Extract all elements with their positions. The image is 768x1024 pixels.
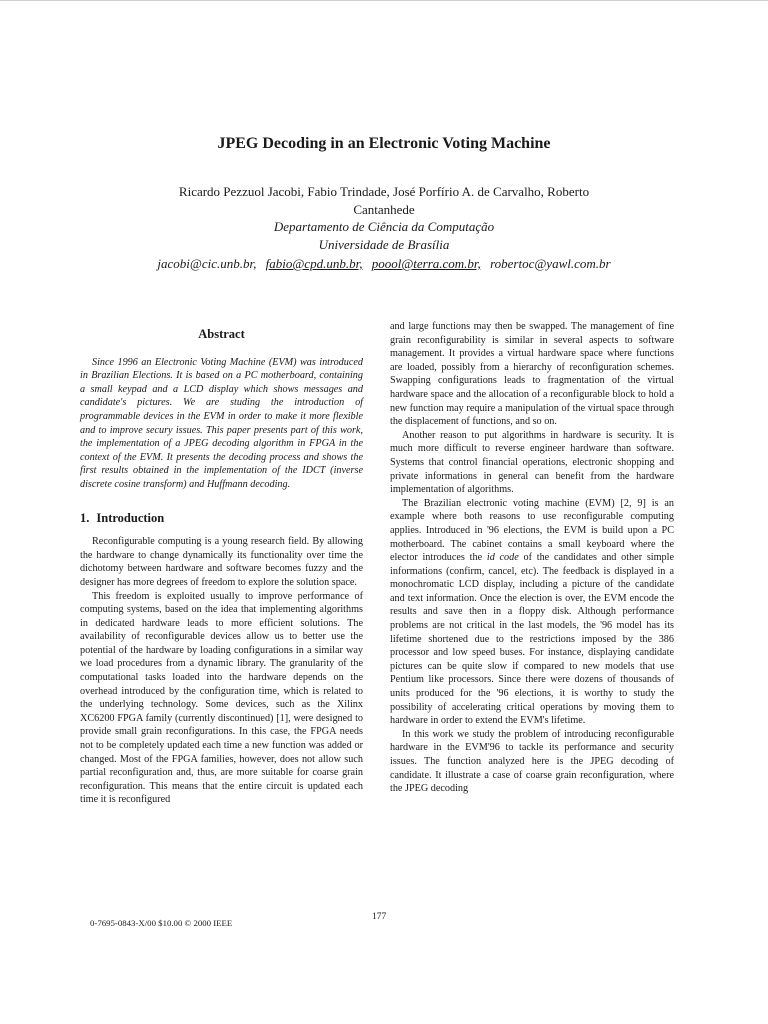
page-number: 177 xyxy=(372,912,387,922)
email-poool[interactable]: poool@terra.com.br, xyxy=(371,256,481,271)
intro-paragraph-1: Reconfigurable computing is a young research field. By allowing the hardware to change dynamically its functionality over time the dichotomy between hardware and software becomes fuzzy and the designer has more degrees of freedom to explore the solution space. xyxy=(80,536,363,588)
authors-line-2: Cantanhede xyxy=(353,201,415,217)
section-title-text: Introduction xyxy=(96,510,165,525)
body-paragraph-security: Another reason to put algorithms in hardware is security. It is much more difficult to reverse engineer hardware than software. Systems that control financial operations, electronic shopping and private informations in general can benefit from the hardware implementation of algorithms. xyxy=(390,429,674,496)
abstract-heading: Abstract xyxy=(198,327,245,341)
body-paragraph-evm xyxy=(390,497,674,728)
evm-text-italic: id code xyxy=(486,552,519,564)
author-emails xyxy=(60,256,708,272)
body-paragraph-this-work: In this work we study the problem of introducing reconfigurable hardware in the EVM'96 to tackle its performance and security issues. The function analyzed here is the JPEG decoding of candidate. It illustrate a case of coarse grain reconfiguration, where the JPEG decoding xyxy=(390,728,674,795)
section-number: 1. xyxy=(80,510,90,525)
left-column xyxy=(80,328,363,807)
intro-paragraph-2: This freedom is exploited usually to improve performance of computing systems, based on the idea that implementing algorithms in dedicated hardware leads to more efficient solutions. The availability of reconfigurable devices allow us to better use the potential of the hardware by loading configurations in a similar way we load procedures from a dynamic library. The granularity of the computational tasks loaded into the hardware depends on the overhead introduced by the configuration time, which is related to the underlying technology. Some devices, such as the Xilinx XC6200 FPGA family (currently discontinued) [1], were designed to provide small grain reconfigurations. In this case, the FPGA needs not to be completely updated each time a new function was added or changed. Most of the FPGA families, however, does not allow such partial reconfiguration and, thus, are more suitable for coarse grain reconfiguration. This means that the entire circuit is updated each time it is reconfigured xyxy=(80,590,363,806)
email-fabio[interactable]: fabio@cpd.unb.br, xyxy=(265,256,363,271)
copyright-notice: 0-7695-0843-X/00 $10.00 © 2000 IEEE xyxy=(90,918,233,928)
authors-line-1: Ricardo Pezzuol Jacobi, Fabio Trindade, José Porfírio A. de Carvalho, Roberto xyxy=(178,184,590,199)
right-column xyxy=(390,320,674,796)
author-block xyxy=(120,183,648,253)
evm-text-start: The Brazilian electronic voting machine (EVM) [2, 9] is an example where both reasons to use reconfigurable computing applies. Introduced in '96 elections, the EVM is build upon a PC motherboard. The cabinet contains a small keyboard where the elector introduces the xyxy=(390,497,674,564)
paper-title: JPEG Decoding in an Electronic Voting Machine xyxy=(217,135,551,152)
email-robertoc[interactable]: robertoc@yawl.com.br xyxy=(490,256,611,271)
evm-text-end: of the candidates and other simple informations (confirm, cancel, etc). The feedback is displayed in a monochromatic LCD display, including a picture of the candidate and text information. Once the election is over, the EVM encode the results and save then in a floppy disk. Although performance problems are not critical in the last models, the '96 model has its lifetime shortened due to the restrictions imposed by the 386 processor and low speed buses. For instance, displaying candidate pictures can be quite slow if compared to new models that use Pentium like processors. Since there were dozens of thousands of units produced for the '96 elections, it is worthy to study the possibility of accelerating critical operations by moving them to hardware in order to extend the EVM's lifetime. xyxy=(390,552,674,727)
affiliation-university: Universidade de Brasília xyxy=(318,236,450,252)
email-jacobi[interactable]: jacobi@cic.unb.br, xyxy=(157,256,257,271)
section-heading-introduction xyxy=(80,512,363,526)
affiliation-department: Departamento de Ciência da Computação xyxy=(273,219,495,234)
abstract-text: Since 1996 an Electronic Voting Machine (EVM) was introduced in Brazilian Elections. It is based on a PC motherboard, containing a small keypad and a LCD display which shows messages and candidate's pictures. We are studing the introduction of programmable devices in the EVM in order to make it more flexible and to improve secury issues. This paper presents part of this work, the implementation of a JPEG decoding algorithm in FPGA in the context of the EVM. It presents the decoding process and shows the first results obtained in the implementation of the IDCT (inverse discrete cosine transform) and Huffmann decoding. xyxy=(80,356,363,490)
body-paragraph-continued: and large functions may then be swapped. The management of fine grain reconfigurability is similar in several aspects to software management. It provides a virtual hardware space where functions are loaded, possibly from a hierarchy of reconfiguration schemes. Swapping configurations leads to fragmentation of the virtual hardware space and the allocation of a reconfigurable block to hold a new function may require a manipulation of the virtual space through the displacement of functions, and so on. xyxy=(390,321,674,428)
